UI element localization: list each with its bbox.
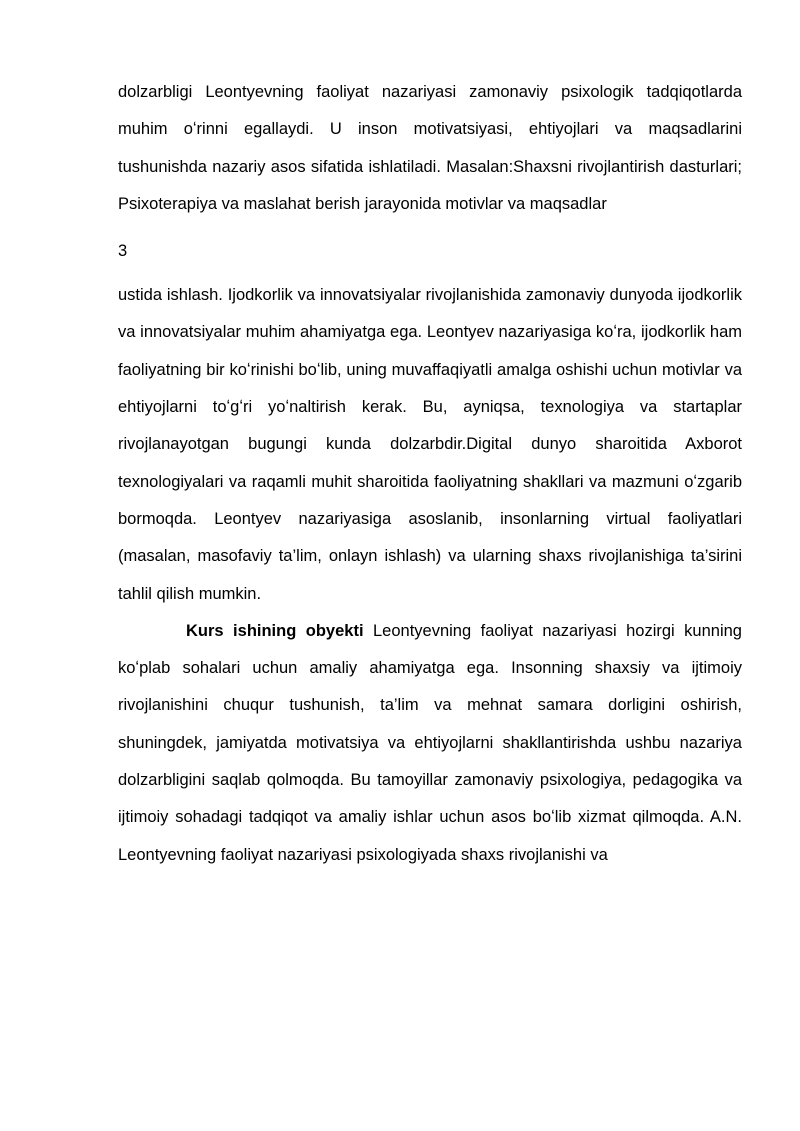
- paragraph-course-object: [118, 613, 742, 874]
- course-object-heading: Kurs ishining obyekti: [186, 621, 364, 640]
- page-number: 3: [118, 242, 128, 261]
- paragraph-creativity: ustida ishlash. Ijodkorlik va innovatsiyalar rivojlanishida zamonaviy dunyoda ijodkorlik va innovatsiyalar muhim ahamiyatga ega. Leontyev nazariyasiga koʻra, ijodkorlik ham faoliyatning bir koʻrinishi boʻlib, uning muvaffaqiyatli amalga oshishi uchun motivlar va ehtiyojlarni toʻgʻri yoʻnaltirish kerak. Bu, ayniqsa, texnologiya va startaplar rivojlanayotgan bugungi kunda dolzarbdir.Digital dunyo sharoitida Axborot texnologiyalari va raqamli muhit sharoitida faoliyatning shakllari va mazmuni oʻzgarib bormoqda. Leontyev nazariyasiga asoslanib, insonlarning virtual faoliyatlari (masalan, masofaviy ta’lim, onlayn ishlash) va ularning shaxs rivojlanishiga ta’sirini tahlil qilish mumkin.: [118, 286, 742, 603]
- paragraph-relevance: dolzarbligi Leontyevning faoliyat nazariyasi zamonaviy psixologik tadqiqotlarda muhim oʻrinni egallaydi. U inson motivatsiyasi, ehtiyojlari va maqsadlarini tushunishda nazariy asos sifatida ishlatiladi. Masalan:Shaxsni rivojlantirish dasturlari; Psixoterapiya va maslahat berish jarayonida motivlar va maqsadlar: [118, 83, 742, 213]
- course-object-text: Leontyevning faoliyat nazariyasi hozirgi kunning koʻplab sohalari uchun amaliy ahamiyatga ega. Insonning shaxsiy va ijtimoiy rivojlanishini chuqur tushunish, ta’lim va mehnat samara dorligini oshirish, shuningdek, jamiyatda motivatsiya va ehtiyojlarni shakllantirishda ushbu nazariya dolzarbligini saqlab qolmoqda. Bu tamoyillar zamonaviy psixologiya, pedagogika va ijtimoiy sohadagi tadqiqot va amaliy ishlar uchun asos boʻlib xizmat qilmoqda. A.N. Leontyevning faoliyat nazariyasi psixologiyada shaxs rivojlanishi va: [118, 621, 742, 864]
- document-page: [118, 74, 742, 874]
